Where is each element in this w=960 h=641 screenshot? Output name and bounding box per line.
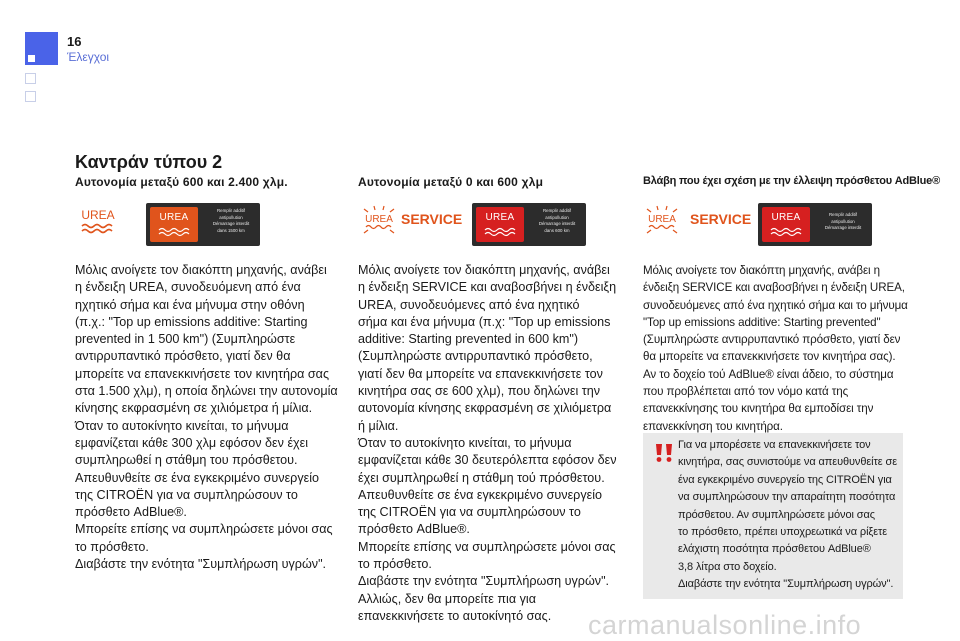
column-body — [643, 262, 908, 435]
text-line: της CITROËN για να συμπληρώσουν το — [75, 487, 298, 502]
text-line: πρόσθετο AdBlue®. — [358, 522, 470, 537]
text-line: αντιρρυπαντικό πρόσθετο, γιατί δεν θα — [75, 349, 291, 364]
watermark: carmanualsonline.info — [588, 610, 862, 640]
text-line: additive: Starting prevented in 600 km") — [358, 332, 579, 347]
urea-service-icon — [643, 206, 752, 236]
display-panel — [472, 203, 586, 246]
text-line: Διαβάστε την ενότητα "Συμπλήρωση υγρών". — [75, 557, 327, 572]
panel-line: Remplir additif — [542, 208, 572, 213]
text-line: Διαβάστε την ενότητα "Συμπλήρωση υγρών". — [358, 574, 610, 589]
text-line: Απευθυνθείτε σε ένα εγκεκριμένο συνεργείο — [75, 470, 320, 485]
text-line: Μόλις ανοίγετε τον διακόπτη μηχανής, ανάβει — [358, 263, 610, 277]
text-line: η ένδειξη SERVICE και αναβοσβήνει η ένδειξη — [358, 280, 617, 295]
text-line: ελάχιστη ποσότητα πρόσθετου AdBlue® — [678, 543, 871, 556]
text-line: Διαβάστε την ενότητα "Συμπλήρωση υγρών". — [678, 578, 894, 591]
text-line: συνοδευόμενες από ένα ηχητικό σήμα και το μήνυμα — [643, 298, 908, 312]
text-line: κινητήρα, σας συνιστούμε να απευθυνθείτε σε — [678, 456, 897, 469]
text-line: η ένδειξη UREA, συνοδευόμενη από ένα — [75, 280, 301, 295]
text-line: να συμπληρώσουν την απαραίτητη ποσότητα — [678, 491, 896, 504]
column-heading: Βλάβη που έχει σχέση με την έλλειψη πρόσθετου AdBlue® — [643, 175, 940, 187]
text-line: Απευθυνθείτε σε ένα εγκεκριμένο συνεργείο — [358, 487, 603, 502]
text-line: ένα εγκεκριμένο συνεργείο της CITROËN για — [678, 473, 892, 486]
page-title: Καντράν τύπου 2 — [75, 152, 223, 172]
wave-icon — [158, 226, 190, 236]
text-line: 3,8 λίτρα στο δοχείο. — [678, 560, 777, 573]
text-line: prevented in 1 500 km") (Συμπληρώστε — [75, 332, 296, 347]
urea-chip — [150, 207, 198, 242]
text-line: πρόσθετο AdBlue®. — [75, 505, 187, 520]
column-heading: Αυτονομία μεταξύ 600 και 2.400 χλμ. — [75, 175, 288, 189]
text-line: UREA, συνοδευόμενες από ένα ηχητικό — [358, 297, 580, 312]
text-line: Μόλις ανοίγετε τον διακόπτη μηχανής, ανάβει — [75, 263, 327, 277]
text-line: συμπληρωθεί η στάθμη του πρόσθετου. — [75, 453, 298, 468]
text-line: σήμα και ένα μήνυμα (π.χ: "Top up emissions — [358, 314, 611, 329]
urea-service-icon — [360, 206, 463, 236]
column-body — [75, 262, 338, 573]
section-name: Έλεγχοι — [67, 50, 110, 64]
nav-box — [25, 73, 36, 84]
panel-line: Démarrage interdit — [538, 221, 576, 226]
urea-warning-icon — [78, 205, 118, 235]
text-line: (Συμπληρώστε αντιρρυπαντικό πρόσθετο, γιατί δεν — [643, 333, 901, 347]
column-heading: Αυτονομία μεταξύ 0 και 600 χλμ — [358, 175, 544, 189]
text-line: γιατί δεν θα μπορείτε να επανεκκινήσετε τον — [358, 366, 603, 381]
text-line: Αν το δοχείο τού AdBlue® είναι άδειο, το σύστημα — [643, 367, 894, 381]
text-line: το πρόσθετο, πρέπει υποχρεωτικά να ρίξετε — [678, 526, 888, 539]
text-line: θα μπορείτε να επανεκκινήσετε τον κινητήρα σας). — [643, 350, 896, 364]
panel-line: antipollution — [831, 218, 855, 224]
chip-label: UREA — [485, 212, 515, 223]
panel-message — [530, 208, 584, 234]
text-line: στα 1.500 χλμ), η οποία δηλώνει την αυτονομία — [75, 384, 338, 399]
urea-chip — [762, 207, 810, 242]
panel-line: antipollution — [219, 214, 243, 220]
panel-line: dans 1500 km — [217, 227, 245, 233]
display-panel — [758, 203, 872, 246]
text-line: κίνησης εκφρασμένη σε χιλιόμετρα ή μίλια. — [75, 401, 313, 416]
panel-message — [816, 212, 870, 232]
text-line: (π.χ.: "Top up emissions additive: Starting — [75, 314, 308, 329]
text-line: πρόσθετου. Αν συμπληρώσετε μόνοι σας — [678, 508, 875, 521]
panel-line: Remplir additif — [216, 208, 246, 213]
text-line: το πρόσθετο. — [358, 557, 432, 572]
column-body — [358, 262, 617, 625]
nav-box — [25, 91, 36, 102]
urea-chip — [476, 207, 524, 242]
text-line: "Top up emissions additive: Starting prevented" — [643, 315, 881, 329]
text-line: Για να μπορέσετε να επανεκκινήσετε τον — [678, 439, 871, 451]
text-line: ηχητικό σήμα και ένα μήνυμα στην οθόνη — [75, 297, 305, 312]
text-line: της CITROËN για να συμπληρώσουν το — [358, 505, 581, 520]
text-line: ή μίλια. — [358, 418, 399, 433]
urea-icon-label: UREA — [648, 214, 676, 225]
text-line: επανεκκινήσετε το αυτοκίνητό σας. — [358, 608, 552, 623]
chip-label: UREA — [771, 212, 801, 223]
panel-line: dans 600 km — [544, 227, 570, 233]
urea-icon-label: UREA — [81, 208, 115, 222]
text-line: Μπορείτε επίσης να συμπληρώσετε μόνοι σας — [358, 539, 616, 554]
wave-icon — [770, 226, 802, 236]
text-line: που προβλέπεται από τον νόμο κατά της — [643, 385, 849, 399]
text-line: (Συμπληρώστε αντιρρυπαντικό πρόσθετο, — [358, 349, 593, 364]
panel-line: Démarrage interdit — [212, 221, 250, 226]
service-icon: SERVICE — [401, 211, 463, 227]
urea-icon-label: UREA — [365, 214, 393, 225]
exclamation-icon — [653, 440, 675, 464]
text-line: επανεκκίνησης του κινητήρα θα εμποδίσει την — [643, 402, 874, 416]
panel-line: antipollution — [545, 214, 569, 220]
text-line: Όταν το αυτοκίνητο κινείται, το μήνυμα — [358, 435, 572, 450]
text-line: επανεκκίνηση του κινητήρα. — [643, 419, 783, 433]
text-line: ένδειξη SERVICE και αναβοσβήνει η ένδειξη UREA, — [643, 281, 905, 295]
warning-text — [678, 437, 897, 594]
display-panel — [146, 203, 260, 246]
text-line: εμφανίζεται κάθε 300 χλμ εφόσον δεν έχει — [75, 435, 309, 450]
panel-message — [204, 208, 258, 234]
text-line: κινητήρα σας σε 600 χλμ), που δηλώνει την — [358, 384, 601, 399]
page-number: 16 — [67, 34, 82, 49]
panel-line: Remplir additif — [828, 212, 858, 217]
chapter-tab — [25, 32, 58, 65]
text-line: εμφανίζεται κάθε 30 δευτερόλεπτα εφόσον δεν — [358, 453, 617, 468]
wave-icon — [484, 226, 516, 236]
text-line: Μόλις ανοίγετε τον διακόπτη μηχανής, ανάβει η — [643, 264, 880, 277]
text-line: Όταν το αυτοκίνητο κινείται, το μήνυμα — [75, 418, 289, 433]
text-line: το πρόσθετο. — [75, 539, 149, 554]
chip-label: UREA — [159, 212, 189, 223]
tab-marker — [28, 55, 35, 62]
warning-box — [643, 433, 903, 599]
text-line: αυτονομία κίνησης εκφρασμένη σε χιλιόμετρα — [358, 401, 612, 416]
service-icon: SERVICE — [690, 211, 752, 227]
text-line: Μπορείτε επίσης να συμπληρώσετε μόνοι σας — [75, 522, 333, 537]
text-line: Αλλιώς, δεν θα μπορείτε πια για — [358, 591, 536, 606]
text-line: μπορείτε να επανεκκινήσετε τον κινητήρα σας — [75, 366, 330, 381]
text-line: έχει συμπληρωθεί η στάθμη τού πρόσθετου. — [358, 470, 605, 485]
panel-line: Démarrage interdit — [824, 225, 862, 230]
